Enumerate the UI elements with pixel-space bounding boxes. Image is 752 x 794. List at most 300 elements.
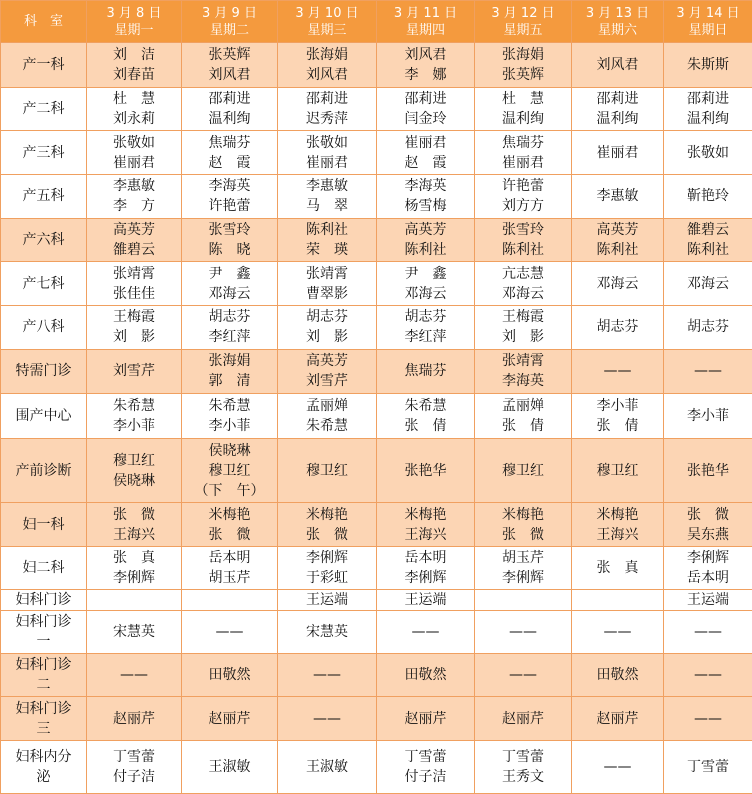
staff-name: 焦瑞芬	[404, 363, 447, 380]
duty-cell	[377, 262, 475, 306]
duty-cell	[572, 439, 664, 503]
duty-cell	[572, 740, 664, 793]
department-cell	[1, 262, 87, 306]
staff-name: 李海英	[404, 178, 447, 195]
staff-name: 迟秀萍	[306, 111, 348, 128]
duty-cell	[278, 503, 377, 547]
duty-cell	[475, 697, 572, 741]
duty-cell	[87, 589, 182, 610]
department-name: 产二科	[22, 101, 65, 118]
duty-cell	[278, 439, 377, 503]
staff-name: 王淑敏	[306, 758, 348, 775]
staff-name: 杜 慧	[113, 91, 155, 108]
staff-name: 丁雪蕾	[502, 748, 544, 765]
staff-name: 侯晓琳	[113, 472, 155, 489]
day-header-wed	[278, 1, 377, 43]
staff-name: 吴东燕	[687, 526, 729, 543]
staff-name: 赵丽芹	[404, 710, 447, 727]
staff-name: 马 翠	[306, 198, 348, 215]
duty-cell	[182, 349, 278, 393]
staff-name: 孟丽婵	[306, 397, 348, 414]
duty-cell	[475, 131, 572, 175]
department-name: 妇二科	[22, 559, 65, 576]
duty-cell	[572, 697, 664, 741]
duty-cell	[377, 306, 475, 350]
staff-name: 王梅霞	[502, 309, 544, 326]
staff-name: 温利绚	[596, 111, 639, 128]
staff-name: 穆卫红	[502, 462, 544, 479]
staff-name: 张 微	[208, 526, 251, 543]
table-row	[1, 218, 752, 262]
duty-cell	[377, 349, 475, 393]
duty-cell	[475, 740, 572, 793]
table-row	[1, 503, 752, 547]
staff-name: 邵莉进	[687, 91, 729, 108]
staff-name: 邓海云	[404, 285, 447, 302]
duty-cell	[572, 175, 664, 219]
staff-name: 朱希慧	[306, 417, 348, 434]
staff-name: 张敬如	[306, 134, 348, 151]
duty-cell	[377, 740, 475, 793]
staff-name: 张靖霄	[306, 265, 348, 282]
staff-name: 王海兴	[113, 526, 155, 543]
day-date: 3 月 13 日	[585, 5, 650, 21]
duty-cell	[377, 43, 475, 88]
staff-name: 王梅霞	[113, 309, 155, 326]
duty-cell	[87, 610, 182, 653]
staff-name: 许艳蕾	[208, 198, 251, 215]
staff-name: 李俐辉	[404, 569, 447, 586]
staff-name: 胡志芬	[596, 319, 639, 336]
staff-name: 王淑敏	[208, 758, 251, 775]
staff-name: 李 娜	[404, 66, 447, 83]
staff-name: 李俐辉	[306, 549, 348, 566]
department-cell	[1, 589, 87, 610]
staff-name: 李惠敏	[113, 178, 155, 195]
staff-name: 刘永莉	[113, 111, 155, 128]
staff-name: 刘 影	[113, 329, 155, 346]
department-name: 特需门诊	[15, 363, 72, 380]
department-name: 产一科	[22, 56, 65, 73]
department-cell	[1, 697, 87, 741]
staff-name: 朱希慧	[208, 397, 251, 414]
duty-cell	[278, 393, 377, 439]
staff-name: 陈利社	[502, 242, 544, 259]
department-name: 二	[36, 676, 51, 693]
staff-name: 赵丽芹	[502, 710, 544, 727]
duty-cell	[572, 43, 664, 88]
staff-name: ——	[509, 666, 537, 683]
duty-cell	[572, 306, 664, 350]
staff-name: 崔丽君	[502, 154, 544, 171]
staff-name: 朱希慧	[404, 397, 447, 414]
staff-name: 王海兴	[404, 526, 447, 543]
duty-cell	[278, 306, 377, 350]
staff-name: 张 倩	[596, 417, 639, 434]
duty-cell	[87, 349, 182, 393]
department-cell	[1, 503, 87, 547]
day-date: 3 月 9 日	[202, 5, 257, 21]
schedule-body	[1, 43, 752, 794]
staff-name: 邓海云	[687, 275, 729, 292]
duty-cell	[87, 175, 182, 219]
staff-name: 刘风君	[208, 66, 251, 83]
department-cell	[1, 87, 87, 131]
staff-name: 许艳蕾	[502, 178, 544, 195]
day-date: 3 月 12 日	[491, 5, 555, 21]
duty-cell	[475, 306, 572, 350]
table-row	[1, 131, 752, 175]
staff-name: 刘方方	[502, 198, 544, 215]
staff-name: 李惠敏	[596, 188, 639, 205]
staff-name: 米梅艳	[502, 506, 544, 523]
duty-cell	[278, 349, 377, 393]
department-name: 妇科门诊	[15, 591, 72, 608]
duty-cell	[278, 262, 377, 306]
duty-cell	[664, 610, 752, 653]
staff-name: 李红萍	[404, 329, 447, 346]
staff-name: 于彩虹	[306, 569, 348, 586]
staff-name: 刘风君	[596, 56, 639, 73]
staff-name: 张 微	[687, 506, 729, 523]
staff-name: ——	[509, 623, 537, 640]
table-row	[1, 740, 752, 793]
duty-cell	[475, 653, 572, 697]
staff-name: 刘风君	[404, 46, 447, 63]
duty-cell	[664, 439, 752, 503]
staff-name: 朱斯斯	[687, 56, 729, 73]
day-header-fri	[475, 1, 572, 43]
duty-cell	[87, 740, 182, 793]
staff-name: 邵莉进	[404, 91, 447, 108]
staff-name: 崔丽君	[404, 134, 447, 151]
staff-name: 胡玉芹	[502, 549, 544, 566]
duty-cell	[377, 546, 475, 589]
duty-cell	[475, 610, 572, 653]
staff-name: 张雪玲	[208, 222, 251, 239]
staff-name: 陈利社	[404, 242, 447, 259]
staff-name: 田敬然	[208, 666, 251, 683]
staff-name: 岳本明	[208, 549, 251, 566]
staff-name: ——	[411, 623, 440, 640]
day-weekday: 星期五	[503, 22, 543, 38]
duty-cell	[572, 610, 664, 653]
staff-name: 高英芳	[306, 353, 348, 370]
duty-cell	[87, 43, 182, 88]
staff-name: 崔丽君	[306, 154, 348, 171]
staff-name: 邵莉进	[208, 91, 251, 108]
staff-name: 米梅艳	[306, 506, 348, 523]
table-row	[1, 697, 752, 741]
staff-name: 李小菲	[208, 417, 251, 434]
staff-name: 赵丽芹	[596, 710, 639, 727]
day-weekday: 星期日	[688, 22, 728, 38]
staff-name: ——	[694, 623, 722, 640]
staff-name: 李惠敏	[306, 178, 348, 195]
duty-cell	[572, 653, 664, 697]
duty-cell	[182, 589, 278, 610]
duty-cell	[572, 546, 664, 589]
duty-cell	[87, 653, 182, 697]
staff-name: 张艳华	[687, 462, 729, 479]
day-header-thu	[377, 1, 475, 43]
staff-name: 崔丽君	[113, 154, 155, 171]
staff-name: ——	[603, 363, 632, 380]
department-name: 围产中心	[15, 407, 72, 424]
staff-name: 崔丽君	[596, 144, 639, 161]
duty-cell	[377, 131, 475, 175]
staff-name: 尹 鑫	[208, 265, 251, 282]
staff-name: 陈利社	[596, 242, 639, 259]
header-row	[1, 1, 752, 43]
duty-cell	[664, 503, 752, 547]
duty-cell	[87, 87, 182, 131]
staff-name: 胡志芬	[404, 309, 447, 326]
duty-cell	[572, 349, 664, 393]
staff-name: 张艳华	[404, 462, 447, 479]
staff-name: 胡志芬	[687, 319, 729, 336]
staff-name: 李俐辉	[687, 549, 729, 566]
department-name: 一	[36, 633, 51, 650]
duty-cell	[664, 393, 752, 439]
staff-name: 穆卫红	[596, 462, 639, 479]
day-date: 3 月 8 日	[106, 5, 162, 21]
staff-name: 穆卫红	[208, 462, 251, 479]
day-date: 3 月 10 日	[295, 5, 359, 21]
staff-name: 田敬然	[596, 666, 639, 683]
duty-cell	[87, 306, 182, 350]
duty-cell	[278, 589, 377, 610]
staff-name: 李海英	[208, 178, 251, 195]
staff-name: 雒碧云	[687, 222, 729, 239]
staff-name: 岳本明	[687, 569, 729, 586]
staff-name: 赵 霞	[208, 154, 251, 171]
duty-cell	[664, 589, 752, 610]
day-header-sun	[664, 1, 752, 43]
department-cell	[1, 653, 87, 697]
staff-name: 王海兴	[596, 526, 639, 543]
staff-name: 岳本明	[404, 549, 447, 566]
department-cell	[1, 43, 87, 88]
staff-name: 胡志芬	[306, 309, 348, 326]
staff-name: 张海娟	[208, 353, 251, 370]
staff-name: 刘风君	[306, 66, 348, 83]
staff-name: 刘春苗	[113, 66, 155, 83]
staff-name: 张 真	[596, 559, 639, 576]
duty-cell	[572, 218, 664, 262]
duty-cell	[182, 740, 278, 793]
staff-name: 陈 晓	[208, 242, 251, 259]
duty-cell	[278, 218, 377, 262]
staff-name: 米梅艳	[404, 506, 447, 523]
staff-name: 张靖霄	[113, 265, 155, 282]
department-cell	[1, 218, 87, 262]
staff-name: 王秀文	[502, 768, 544, 785]
staff-name: 米梅艳	[596, 506, 639, 523]
staff-name: 张敬如	[687, 144, 729, 161]
department-name: 妇科门诊	[15, 656, 72, 673]
day-weekday: 星期六	[597, 22, 637, 38]
staff-name: 温利绚	[208, 111, 251, 128]
duty-cell	[87, 503, 182, 547]
staff-name: 张英辉	[502, 66, 544, 83]
staff-name: 李小菲	[596, 397, 639, 414]
staff-name: 穆卫红	[113, 452, 155, 469]
staff-name: 赵丽芹	[208, 710, 251, 727]
day-header-tue	[182, 1, 278, 43]
duty-cell	[664, 653, 752, 697]
duty-cell	[572, 589, 664, 610]
staff-name: 张 倩	[502, 417, 544, 434]
duty-cell	[182, 218, 278, 262]
duty-cell	[664, 175, 752, 219]
duty-cell	[182, 546, 278, 589]
department-name: 妇科门诊	[15, 700, 72, 717]
day-weekday: 星期三	[307, 22, 347, 38]
staff-name: ——	[603, 623, 632, 640]
department-name: 产前诊断	[15, 462, 72, 479]
staff-name: 王运端	[404, 591, 447, 608]
department-name: 产六科	[22, 232, 65, 249]
staff-name: 张 真	[113, 549, 155, 566]
duty-cell	[475, 87, 572, 131]
duty-cell	[475, 175, 572, 219]
staff-name: 胡志芬	[208, 309, 251, 326]
table-row	[1, 306, 752, 350]
duty-cell	[664, 546, 752, 589]
staff-name: 张英辉	[208, 46, 251, 63]
staff-name: ——	[694, 710, 722, 727]
duty-cell	[87, 546, 182, 589]
table-row	[1, 546, 752, 589]
staff-name: 张佳佳	[113, 285, 155, 302]
department-name: 妇科门诊	[15, 613, 72, 630]
table-row	[1, 43, 752, 88]
department-cell	[1, 349, 87, 393]
duty-cell	[377, 87, 475, 131]
staff-name: 邓海云	[502, 285, 544, 302]
duty-cell	[664, 218, 752, 262]
staff-name: 亢志慧	[502, 265, 544, 282]
staff-name: 高英芳	[404, 222, 447, 239]
duty-cell	[377, 218, 475, 262]
staff-name: 李俐辉	[113, 569, 155, 586]
table-row	[1, 87, 752, 131]
day-weekday: 星期一	[114, 22, 154, 38]
duty-cell	[182, 43, 278, 88]
staff-name: 张敬如	[113, 134, 155, 151]
staff-name: 刘 影	[306, 329, 348, 346]
duty-cell	[182, 697, 278, 741]
duty-cell	[475, 546, 572, 589]
duty-cell	[87, 131, 182, 175]
staff-name: 张靖霄	[502, 353, 544, 370]
duty-cell	[278, 653, 377, 697]
duty-cell	[278, 610, 377, 653]
department-cell	[1, 610, 87, 653]
duty-cell	[664, 87, 752, 131]
duty-cell	[475, 218, 572, 262]
staff-name: 付子洁	[404, 768, 447, 785]
staff-name: 侯晓琳	[208, 442, 251, 459]
duty-cell	[377, 697, 475, 741]
staff-name: 刘雪芹	[113, 363, 155, 380]
duty-cell	[278, 546, 377, 589]
duty-cell	[278, 740, 377, 793]
staff-name: 张 倩	[404, 417, 447, 434]
department-name: 泌	[36, 768, 51, 785]
duty-cell	[475, 439, 572, 503]
duty-cell	[572, 87, 664, 131]
staff-name: ——	[603, 758, 632, 775]
staff-name: 李红萍	[208, 329, 251, 346]
duty-cell	[278, 697, 377, 741]
department-name: 妇一科	[22, 516, 65, 533]
staff-name: 刘雪芹	[306, 373, 348, 390]
department-cell	[1, 175, 87, 219]
staff-name: 郭 清	[208, 373, 251, 390]
duty-cell	[87, 218, 182, 262]
staff-name: 焦瑞芬	[208, 134, 251, 151]
day-date: 3 月 11 日	[393, 5, 458, 21]
day-date: 3 月 14 日	[676, 5, 740, 21]
staff-name: 高英芳	[596, 222, 639, 239]
table-row	[1, 653, 752, 697]
duty-cell	[377, 175, 475, 219]
duty-cell	[475, 349, 572, 393]
staff-name: ——	[694, 363, 722, 380]
staff-name: 荣 瑛	[306, 242, 348, 259]
staff-name: 邵莉进	[306, 91, 348, 108]
day-header-mon	[87, 1, 182, 43]
department-name: 产五科	[22, 188, 65, 205]
day-weekday: 星期二	[209, 22, 249, 38]
staff-name: 尹 鑫	[404, 265, 447, 282]
staff-name: 张雪玲	[502, 222, 544, 239]
duty-cell	[182, 131, 278, 175]
staff-name: 张 微	[306, 526, 348, 543]
staff-name: ——	[313, 666, 341, 683]
staff-name: ——	[313, 710, 341, 727]
staff-name: 李 方	[113, 198, 155, 215]
duty-cell	[377, 503, 475, 547]
staff-name: 曹翠影	[306, 285, 348, 302]
dept-column-header: 科 室	[1, 1, 87, 43]
staff-name: 田敬然	[404, 666, 447, 683]
duty-cell	[475, 393, 572, 439]
duty-cell	[664, 43, 752, 88]
table-row	[1, 610, 752, 653]
staff-name: 孟丽婵	[502, 397, 544, 414]
duty-cell	[664, 262, 752, 306]
staff-name: 宋慧英	[306, 623, 348, 640]
table-row	[1, 175, 752, 219]
duty-cell	[377, 589, 475, 610]
department-cell	[1, 439, 87, 503]
staff-name: 杜 慧	[502, 91, 544, 108]
staff-name: 杨雪梅	[404, 198, 447, 215]
duty-cell	[664, 349, 752, 393]
duty-cell	[377, 610, 475, 653]
staff-name: 张 微	[502, 526, 544, 543]
staff-name: 王运端	[687, 591, 729, 608]
staff-name: 李俐辉	[502, 569, 544, 586]
staff-name: 宋慧英	[113, 623, 155, 640]
table-row	[1, 589, 752, 610]
staff-name: 陈利社	[687, 242, 729, 259]
duty-cell	[572, 503, 664, 547]
staff-name: ——	[694, 666, 722, 683]
